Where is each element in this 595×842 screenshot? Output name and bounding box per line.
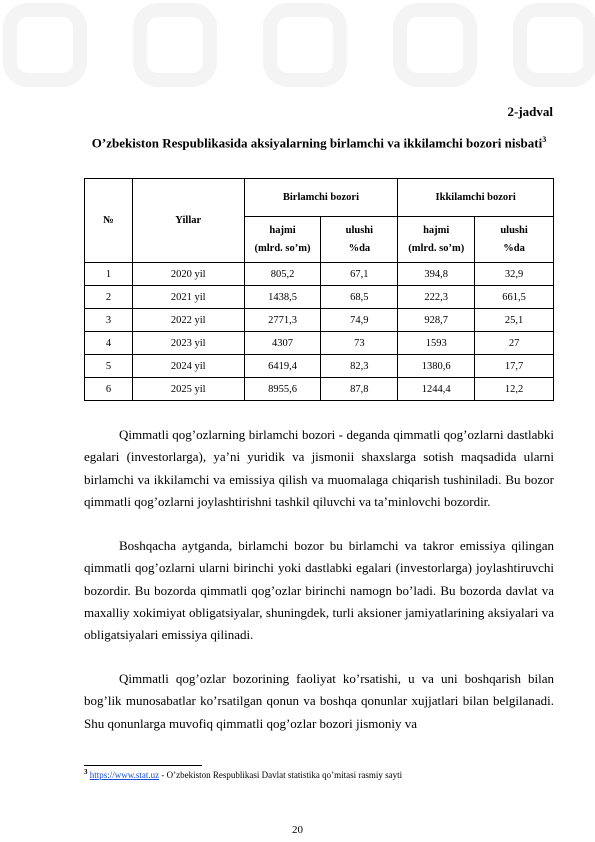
header-primary-volume: hajmi (mlrd. so’m) bbox=[244, 217, 321, 263]
row-year: 2025 yil bbox=[132, 378, 244, 401]
table-row bbox=[85, 332, 554, 355]
page-number: 20 bbox=[292, 824, 303, 836]
row-primary-volume: 4307 bbox=[244, 332, 321, 355]
row-number: 6 bbox=[85, 378, 133, 401]
row-secondary-volume: 222,3 bbox=[398, 286, 475, 309]
row-secondary-share: 661,5 bbox=[475, 286, 554, 309]
header-secondary-volume: hajmi (mlrd. so’m) bbox=[398, 217, 475, 263]
row-number: 1 bbox=[85, 263, 133, 286]
row-year: 2024 yil bbox=[132, 355, 244, 378]
footnote-divider bbox=[84, 765, 202, 766]
row-number: 3 bbox=[85, 309, 133, 332]
footnote-mark: 3 bbox=[84, 768, 88, 776]
footnote-link[interactable]: https://www.stat.uz bbox=[89, 770, 160, 780]
row-primary-share: 74,9 bbox=[321, 309, 398, 332]
row-primary-volume: 8955,6 bbox=[244, 378, 321, 401]
header-primary-share: ulushi %da bbox=[321, 217, 398, 263]
row-secondary-volume: 394,8 bbox=[398, 263, 475, 286]
paragraph-1: Qimmatli qog’ozlarning birlamchi bozori - deganda qimmatli qog’ozlarni dastlabki egalari (investorlarga), ya’ni yuridik va jismonii shaxslarga sotish maqsadida ularni birlamchi va ikkilamchi va emissiya qilish va muomalaga chiqarish tushiniladi. Bu bozor qimmatli qog’ozlarni joylashtirishni tashkil qiluvchi va ta’minlovchi bozordir. bbox=[84, 427, 554, 509]
row-number: 2 bbox=[85, 286, 133, 309]
row-primary-share: 68,5 bbox=[321, 286, 398, 309]
row-secondary-share: 27 bbox=[475, 332, 554, 355]
paragraph-2: Boshqacha aytganda, birlamchi bozor bu birlamchi va takror emissiya qilingan qimmatli qog’ozlarni ularni birinchi yoki dastlabki egalari (investorlarga) joylashtiruvchi bozordir. Bu bozorda qimmatli qog’ozlar birinchi namogn bo’ladi. Bu bozorda davlat va maxalliy xokimiyat obligatsiyalar, shuningdek, turli aksioner jamiyatlarining aksiyalari va obligatsiyalari emissiya qilinadi. bbox=[84, 538, 554, 643]
table-row bbox=[85, 378, 554, 401]
header-primary-market: Birlamchi bozori bbox=[244, 179, 398, 217]
footnote bbox=[84, 768, 402, 780]
row-primary-volume: 805,2 bbox=[244, 263, 321, 286]
row-secondary-share: 12,2 bbox=[475, 378, 554, 401]
row-number: 5 bbox=[85, 355, 133, 378]
paragraph-3: Qimmatli qog’ozlar bozorining faoliyat ko’rsatishi, u va uni boshqarish bilan bog’lik munosabatlar ko’rsatilgan qonun va boshqa qonunlar xujjatlari bilan belgilanadi. Shu qonunlarga muvofiq qimmatli qog’ozlar bozori jismoniy va bbox=[84, 671, 554, 731]
table-title-text: O’zbekiston Respublikasida aksiyalarning birlamchi va ikkilamchi bozori nisbati bbox=[91, 135, 543, 151]
header-number: № bbox=[85, 179, 133, 263]
row-number: 4 bbox=[85, 332, 133, 355]
row-primary-share: 82,3 bbox=[321, 355, 398, 378]
row-year: 2023 yil bbox=[132, 332, 244, 355]
row-year: 2021 yil bbox=[132, 286, 244, 309]
row-primary-volume: 1438,5 bbox=[244, 286, 321, 309]
row-primary-volume: 6419,4 bbox=[244, 355, 321, 378]
table-row bbox=[85, 286, 554, 309]
header-secondary-share: ulushi %da bbox=[475, 217, 554, 263]
row-secondary-volume: 928,7 bbox=[398, 309, 475, 332]
row-primary-share: 67,1 bbox=[321, 263, 398, 286]
row-secondary-share: 32,9 bbox=[475, 263, 554, 286]
footnote-reference: 3 bbox=[542, 135, 547, 144]
row-primary-share: 87,8 bbox=[321, 378, 398, 401]
row-year: 2020 yil bbox=[132, 263, 244, 286]
row-primary-share: 73 bbox=[321, 332, 398, 355]
header-years: Yillar bbox=[132, 179, 244, 263]
row-secondary-volume: 1244,4 bbox=[398, 378, 475, 401]
row-secondary-volume: 1380,6 bbox=[398, 355, 475, 378]
row-primary-volume: 2771,3 bbox=[244, 309, 321, 332]
table-title bbox=[84, 128, 554, 155]
table-number: 2-jadval bbox=[507, 104, 553, 119]
row-year: 2022 yil bbox=[132, 309, 244, 332]
footnote-text: - O’zbekiston Respublikasi Davlat statistika qo’mitasi rasmiy sayti bbox=[159, 770, 403, 780]
row-secondary-volume: 1593 bbox=[398, 332, 475, 355]
table-row bbox=[85, 309, 554, 332]
row-secondary-share: 25,1 bbox=[475, 309, 554, 332]
table-row bbox=[85, 263, 554, 286]
header-secondary-market: Ikkilamchi bozori bbox=[398, 179, 554, 217]
market-ratio-table bbox=[84, 178, 554, 401]
table-row bbox=[85, 355, 554, 378]
row-secondary-share: 17,7 bbox=[475, 355, 554, 378]
